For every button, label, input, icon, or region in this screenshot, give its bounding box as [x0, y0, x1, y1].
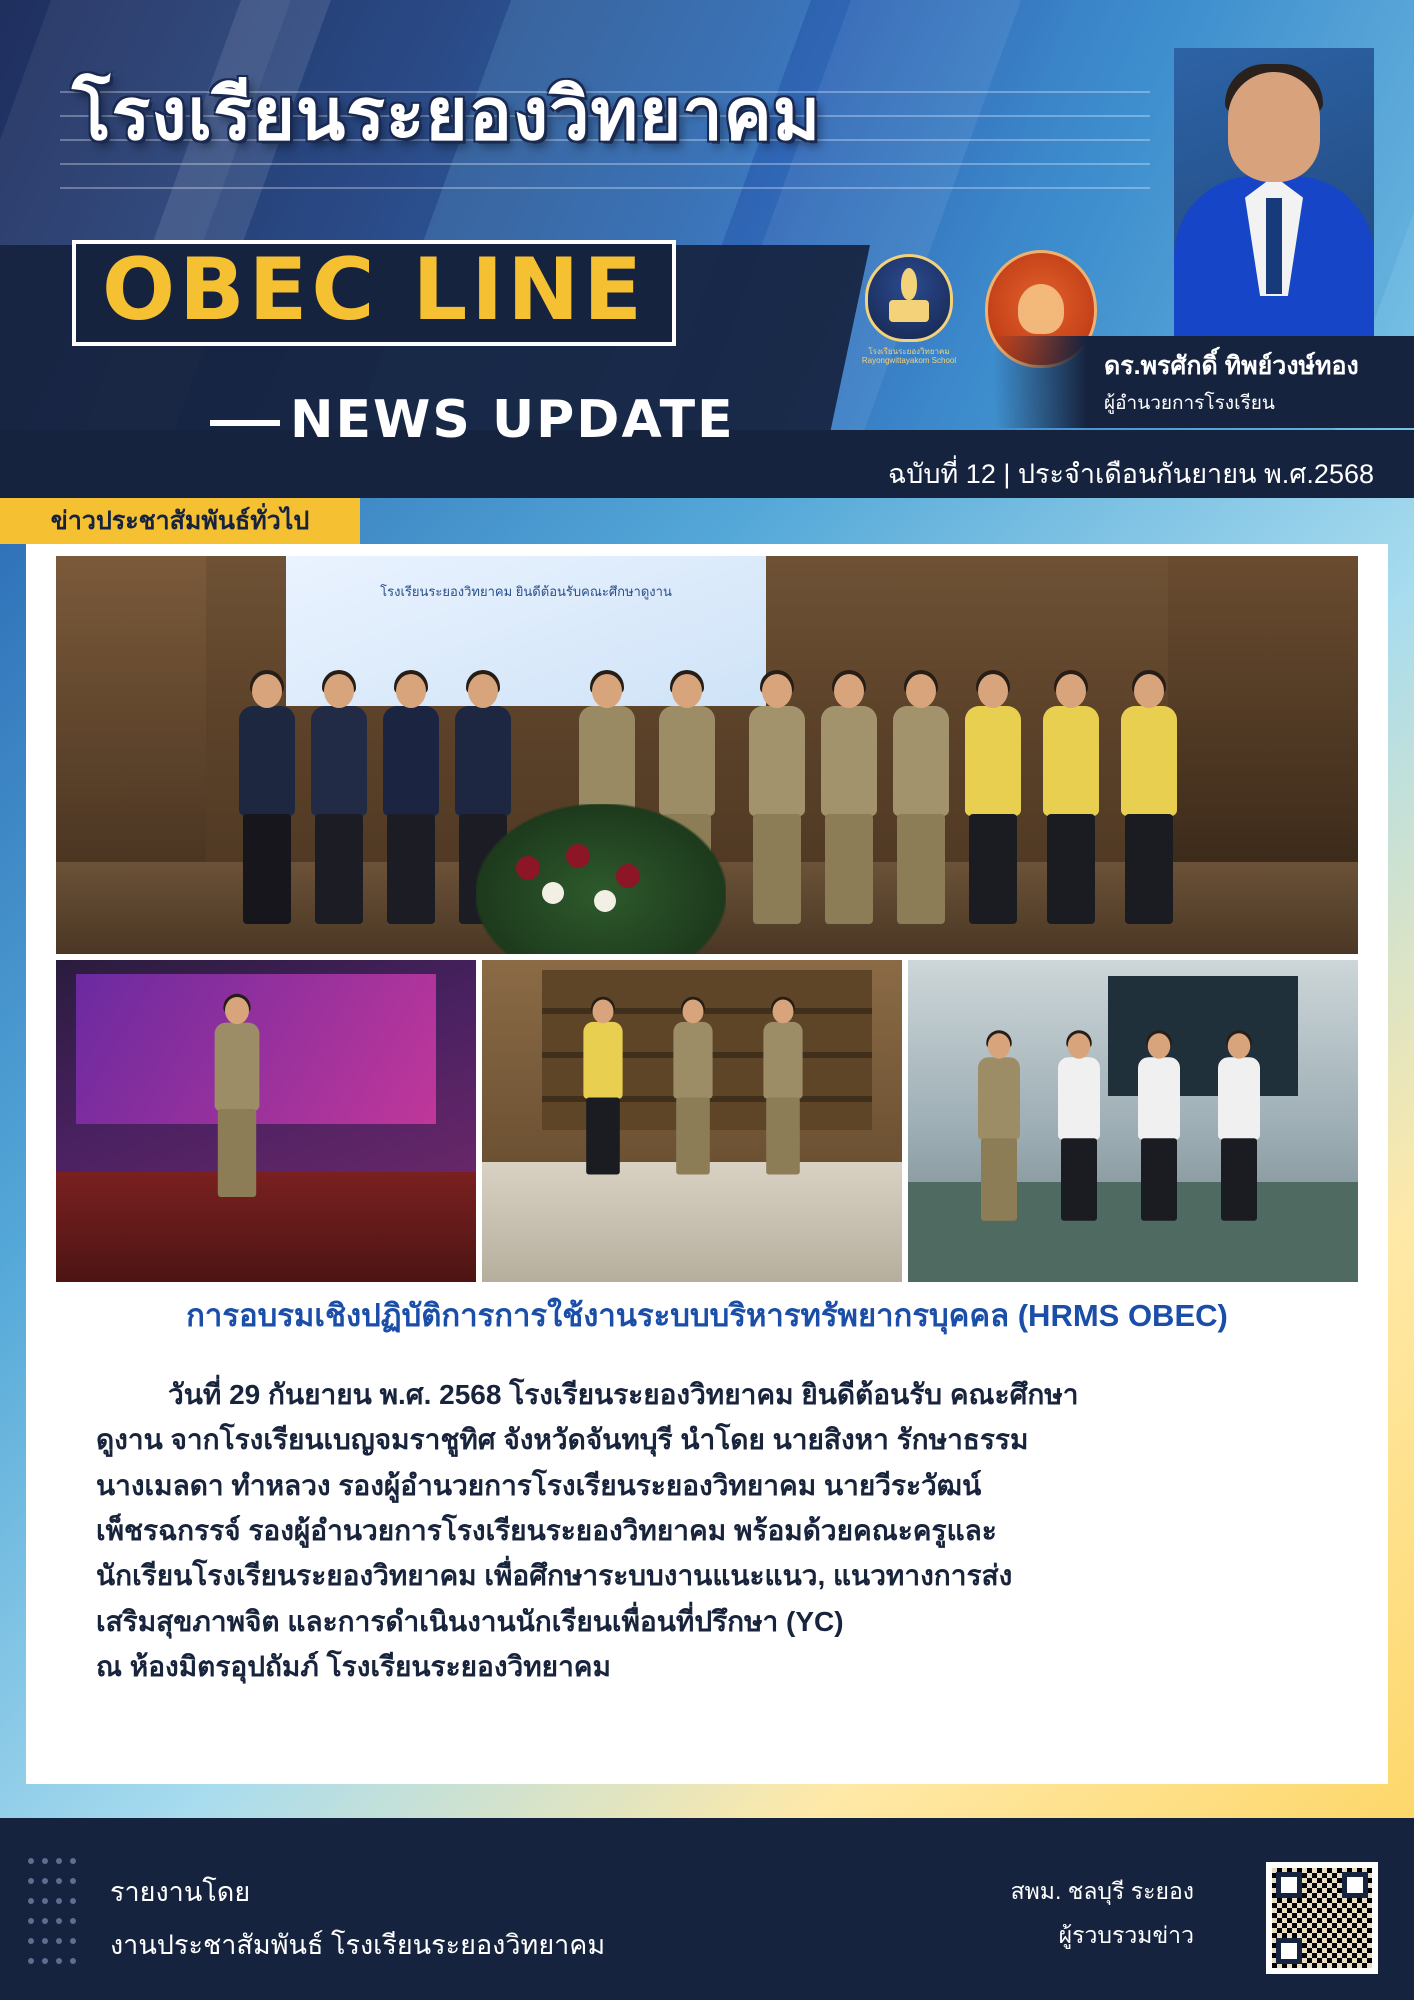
school-logo-icon: [855, 250, 963, 368]
article-line: ณ ห้องมิตรอุปถัมภ์ โรงเรียนระยองวิทยาคม: [96, 1651, 611, 1683]
footer-credit: [110, 1870, 605, 1966]
article-body: [96, 1372, 1324, 1690]
article-line: ดูงาน จากโรงเรียนเบญจมราชูทิศ จังหวัดจันทบุรี นำโดย นายสิงหา รักษาธรรม: [96, 1424, 1029, 1456]
director-name: ดร.พรศักดิ์ ทิพย์วงษ์ทอง: [1104, 352, 1359, 380]
photo-students-activity-hall: [908, 960, 1358, 1282]
article-line: นักเรียนโรงเรียนระยองวิทยาคม เพื่อศึกษาระบบงานแนะแนว, แนวทางการส่ง: [96, 1560, 1013, 1592]
masthead-title: OBEC LINE: [102, 240, 646, 340]
article-line: เพ็ชรฉกรรจ์ รองผู้อำนวยการโรงเรียนระยองวิทยาคม พร้อมด้วยคณะครูและ: [96, 1515, 997, 1547]
footer-area-office: สพม. ชลบุรี ระยอง: [1010, 1878, 1194, 1904]
footer-compiled-by: ผู้รวบรวมข่าว: [1058, 1922, 1194, 1948]
masthead-subtitle: NEWS UPDATE: [290, 390, 735, 450]
footer-report-label: รายงานโดย: [110, 1877, 251, 1907]
qr-code[interactable]: [1266, 1862, 1378, 1974]
photo-meeting-room-projector: [56, 960, 476, 1282]
director-portrait: [1174, 48, 1374, 348]
photo-conference-room-attendees: [482, 960, 902, 1282]
masthead-title-box: [72, 240, 676, 346]
photo-group-photo-presentation: [56, 556, 1358, 954]
footer-report-by: งานประชาสัมพันธ์ โรงเรียนระยองวิทยาคม: [110, 1930, 606, 1960]
director-title: ผู้อำนวยการโรงเรียน: [1104, 393, 1275, 414]
issue-line: ฉบับที่ 12 | ประจำเดือนกันยายน พ.ศ.2568: [887, 459, 1374, 489]
category-tab: [0, 498, 360, 544]
article-line: นางเมลดา ทำหลวง รองผู้อำนวยการโรงเรียนระยองวิทยาคม นายวีระวัฒน์: [96, 1469, 982, 1501]
header-banner: [0, 0, 1414, 500]
masthead-rule: [210, 420, 280, 426]
decorative-dots: [28, 1858, 88, 1958]
article-line: เสริมสุขภาพจิต และการดำเนินงานนักเรียนเพื่อนที่ปรึกษา (YC): [96, 1605, 844, 1637]
category-tab-label: ข่าวประชาสัมพันธ์ทั่วไป: [50, 507, 310, 535]
footer-office: [1011, 1874, 1194, 1954]
photo-screen-caption: โรงเรียนระยองวิทยาคม ยินดีต้อนรับคณะศึกษาดูงาน: [380, 584, 672, 599]
school-name: โรงเรียนระยองวิทยาคม: [72, 75, 822, 155]
school-logo-caption: โรงเรียนระยองวิทยาคม Rayongwittayakom School: [861, 347, 957, 366]
director-name-plate: [994, 336, 1414, 428]
footer: [0, 1818, 1414, 2000]
article-headline: การอบรมเชิงปฏิบัติการการใช้งานระบบบริหารทรัพยากรบุคคล (HRMS OBEC): [186, 1298, 1228, 1333]
article-line: วันที่ 29 กันยายน พ.ศ. 2568 โรงเรียนระยองวิทยาคม ยินดีต้อนรับ คณะศึกษา: [168, 1379, 1079, 1410]
